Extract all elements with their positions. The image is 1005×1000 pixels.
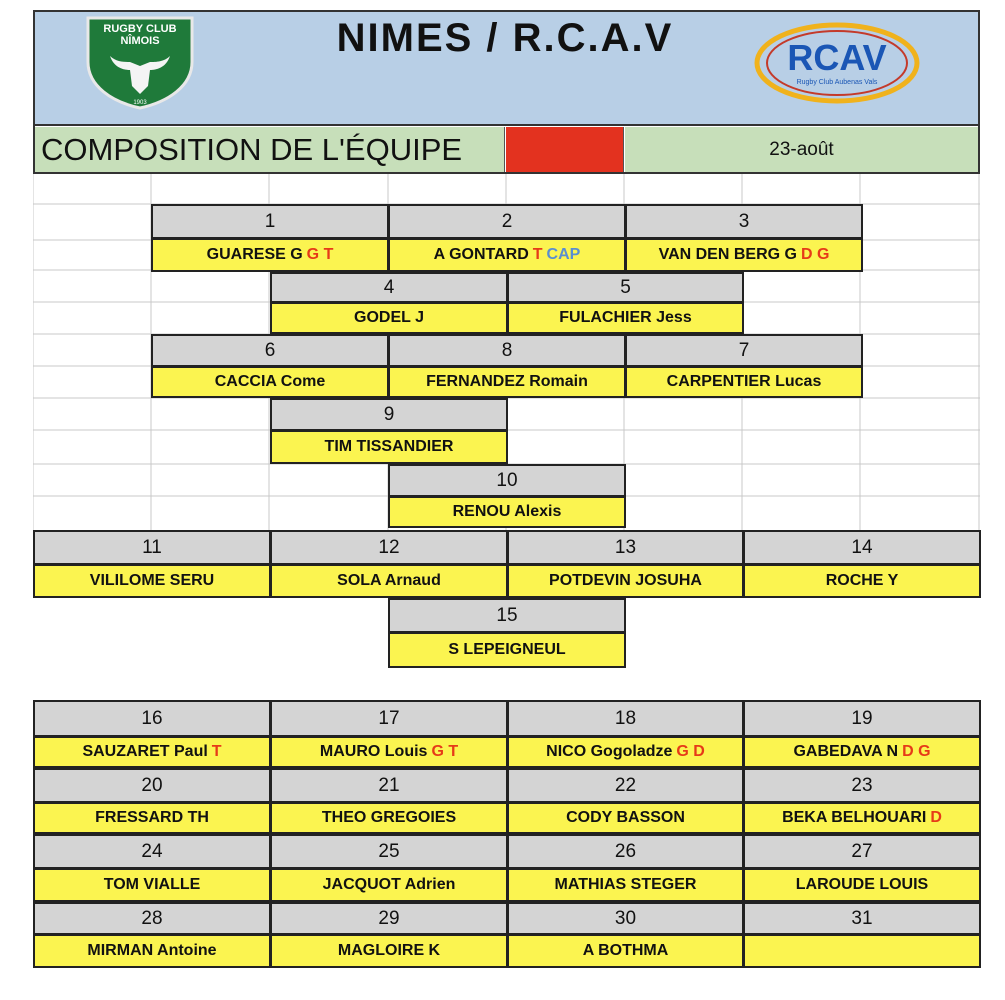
player-name-text: TOM VIALLE: [103, 876, 201, 893]
player-name-26: [507, 868, 744, 902]
player-name-text: BEKA BELHOUARI: [782, 809, 927, 826]
player-name-text: THEO GREGOIES: [321, 809, 457, 826]
player-name-text: VAN DEN BERG G: [658, 246, 797, 263]
player-name-text: MAURO Louis: [319, 743, 428, 760]
jersey-number-22: 22: [507, 768, 744, 803]
jersey-number-21: 21: [270, 768, 508, 803]
jersey-number-1: 1: [151, 204, 389, 239]
away-logo-subtitle: Rugby Club Aubenas Vals: [796, 79, 878, 86]
jersey-number-27: 27: [743, 834, 981, 869]
player-name-text: CARPENTIER Lucas: [666, 373, 822, 390]
player-name-text: FULACHIER Jess: [559, 309, 692, 326]
player-name-text: A GONTARD: [433, 246, 529, 263]
player-name-16: [33, 736, 271, 768]
jersey-number-31: 31: [743, 902, 981, 935]
match-title: NIMES / R.C.A.V: [336, 16, 674, 60]
jersey-number-15: 15: [388, 598, 626, 633]
jersey-number-17: 17: [270, 700, 508, 737]
player-name-4: [270, 302, 508, 334]
home-logo-line2: NÎMOIS: [120, 35, 160, 47]
jersey-number-8: 8: [388, 334, 626, 367]
player-name-6: [151, 366, 389, 398]
jersey-number-12: 12: [270, 530, 508, 565]
player-name-24: [33, 868, 271, 902]
match-date: 23-août: [625, 127, 978, 172]
player-name-3: [625, 238, 863, 272]
player-name-text: S LEPEIGNEUL: [448, 641, 566, 658]
jersey-number-5: 5: [507, 272, 744, 303]
status-indicator: [506, 127, 624, 172]
player-role-tag: D: [930, 809, 942, 826]
home-logo-year: 1903: [133, 100, 147, 106]
player-role-tag: CAP: [546, 246, 581, 263]
home-club-logo: [80, 14, 200, 110]
player-name-27: [743, 868, 981, 902]
jersey-number-20: 20: [33, 768, 271, 803]
jersey-number-2: 2: [388, 204, 626, 239]
player-name-text: POTDEVIN JOSUHA: [549, 572, 702, 589]
player-role-tag: D G: [902, 743, 931, 760]
jersey-number-30: 30: [507, 902, 744, 935]
player-name-8: [388, 366, 626, 398]
player-name-text: NICO Gogoladze: [546, 743, 673, 760]
player-name-7: [625, 366, 863, 398]
player-name-text: MAGLOIRE K: [337, 942, 441, 959]
player-role-tag: G T: [431, 743, 459, 760]
jersey-number-7: 7: [625, 334, 863, 367]
jersey-number-10: 10: [388, 464, 626, 497]
jersey-number-9: 9: [270, 398, 508, 431]
player-name-13: [507, 564, 744, 598]
jersey-number-13: 13: [507, 530, 744, 565]
player-name-14: [743, 564, 981, 598]
jersey-number-16: 16: [33, 700, 271, 737]
jersey-number-25: 25: [270, 834, 508, 869]
home-logo-line1: RUGBY CLUB: [103, 23, 177, 35]
jersey-number-18: 18: [507, 700, 744, 737]
player-name-31: [743, 934, 981, 968]
player-name-text: GUARESE G: [206, 246, 303, 263]
player-name-30: [507, 934, 744, 968]
player-name-12: [270, 564, 508, 598]
player-name-19: [743, 736, 981, 768]
player-name-11: [33, 564, 271, 598]
jersey-number-19: 19: [743, 700, 981, 737]
composition-label: COMPOSITION DE L'ÉQUIPE: [35, 127, 505, 172]
player-name-text: SOLA Arnaud: [337, 572, 441, 589]
jersey-number-29: 29: [270, 902, 508, 935]
player-name-text: LAROUDE LOUIS: [795, 876, 929, 893]
player-name-text: JACQUOT Adrien: [322, 876, 456, 893]
player-name-9: [270, 430, 508, 464]
player-name-text: MATHIAS STEGER: [554, 876, 697, 893]
jersey-number-28: 28: [33, 902, 271, 935]
player-name-10: [388, 496, 626, 528]
player-name-text: GABEDAVA N: [793, 743, 899, 760]
player-name-18: [507, 736, 744, 768]
player-name-text: RENOU Alexis: [452, 503, 562, 520]
player-name-5: [507, 302, 744, 334]
player-role-tag: T: [532, 246, 543, 263]
jersey-number-11: 11: [33, 530, 271, 565]
player-name-text: FRESSARD TH: [95, 809, 209, 826]
player-name-text: A BOTHMA: [582, 942, 669, 959]
jersey-number-6: 6: [151, 334, 389, 367]
jersey-number-26: 26: [507, 834, 744, 869]
away-club-logo: [752, 18, 922, 108]
jersey-number-24: 24: [33, 834, 271, 869]
player-role-tag: G T: [306, 246, 334, 263]
player-name-text: GODEL J: [354, 309, 424, 326]
player-name-25: [270, 868, 508, 902]
player-name-text: VILILOME SERU: [89, 572, 215, 589]
player-name-29: [270, 934, 508, 968]
away-logo-text: RCAV: [787, 37, 887, 78]
jersey-number-23: 23: [743, 768, 981, 803]
section-divider: [33, 670, 980, 672]
player-name-1: [151, 238, 389, 272]
player-name-text: CODY BASSON: [566, 809, 685, 826]
player-name-text: SAUZARET Paul: [82, 743, 208, 760]
player-name-text: CACCIA Come: [214, 373, 326, 390]
player-name-28: [33, 934, 271, 968]
jersey-number-14: 14: [743, 530, 981, 565]
player-role-tag: T: [211, 743, 222, 760]
player-name-20: [33, 802, 271, 834]
player-name-17: [270, 736, 508, 768]
player-name-text: ROCHE Y: [825, 572, 899, 589]
player-name-text: TIM TISSANDIER: [324, 438, 454, 455]
jersey-number-3: 3: [625, 204, 863, 239]
jersey-number-4: 4: [270, 272, 508, 303]
player-name-15: [388, 632, 626, 668]
player-name-22: [507, 802, 744, 834]
player-role-tag: D G: [800, 246, 830, 263]
player-name-23: [743, 802, 981, 834]
player-name-text: MIRMAN Antoine: [87, 942, 217, 959]
player-name-text: FERNANDEZ Romain: [426, 373, 588, 390]
player-role-tag: G D: [676, 743, 705, 760]
player-name-21: [270, 802, 508, 834]
player-name-2: [388, 238, 626, 272]
